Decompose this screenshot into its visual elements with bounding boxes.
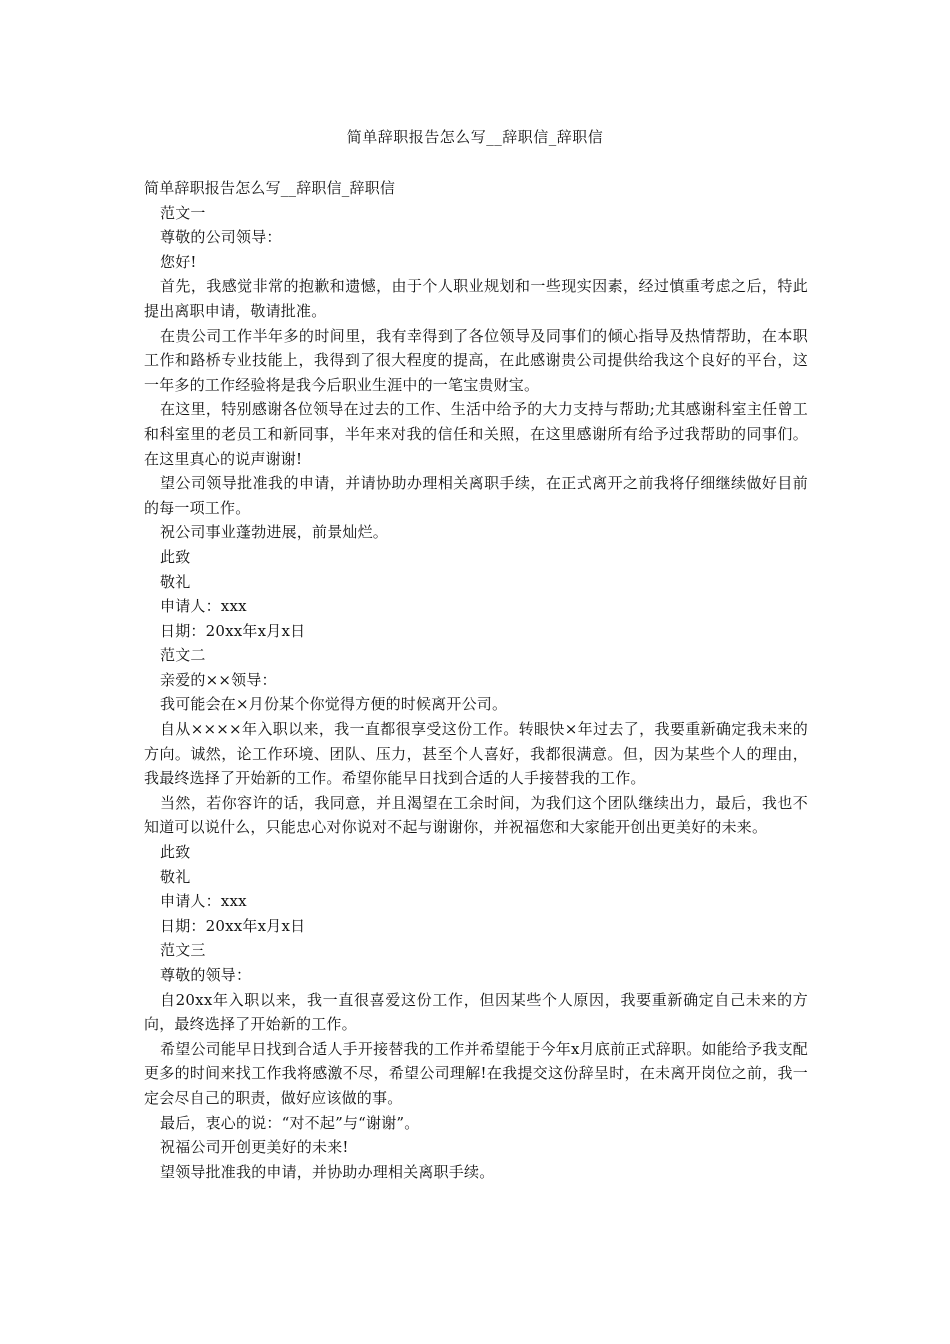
section-heading-1: 范文一 [160, 203, 206, 222]
closing: 敬礼 [160, 572, 191, 591]
paragraph: 在贵公司工作半年多的时间里，我有幸得到了各位领导及同事们的倾心指导及热情帮助，在本职工作和路桥专业技能上，我得到了很大程度的提高，在此感谢贵公司提供给我这个良好的平台，这一年多的工作经验将是我今后职业生涯中的一笔宝贵财宝。 [144, 326, 808, 394]
paragraph: 在这里，特别感谢各位领导在过去的工作、生活中给予的大力支持与帮助;尤其感谢科室主任曾工和科室里的老员工和新同事，半年来对我的信任和关照，在这里感谢所有给予过我帮助的同事们。在这里真心的说声谢谢! [144, 400, 808, 468]
paragraph: 最后，衷心的说：“对不起”与“谢谢”。 [160, 1113, 420, 1132]
greeting: 您好! [160, 252, 197, 271]
paragraph: 祝福公司开创更美好的未来! [160, 1138, 349, 1157]
document-body [144, 176, 808, 1184]
body-heading: 简单辞职报告怎么写__辞职信_辞职信 [144, 179, 396, 197]
closing: 此致 [160, 843, 191, 862]
closing: 敬礼 [160, 867, 191, 886]
section-heading-2: 范文二 [160, 646, 206, 665]
paragraph: 祝公司事业蓬勃进展，前景灿烂。 [160, 523, 389, 542]
closing: 此致 [160, 547, 191, 566]
date-line: 日期：20xx年x月x日 [160, 621, 306, 640]
paragraph: 自从××××年入职以来，我一直都很享受这份工作。转眼快×年过去了，我要重新确定我未来的方向。诚然，论工作环境、团队、压力，甚至个人喜好，我都很满意。但，因为某些个人的理由，我最终选择了开始新的工作。希望你能早日找到合适的人手接替我的工作。 [144, 720, 808, 788]
paragraph: 我可能会在×月份某个你觉得方便的时候离开公司。 [160, 695, 508, 714]
salutation: 尊敬的领导： [160, 966, 252, 984]
paragraph: 望公司领导批准我的申请，并请协助办理相关离职手续，在正式离开之前我将仔细继续做好目前的每一项工作。 [144, 474, 808, 517]
paragraph: 自20xx年入职以来，我一直很喜爱这份工作，但因某些个人原因，我要重新确定自己未来的方向，最终选择了开始新的工作。 [144, 990, 808, 1034]
paragraph: 当然，若你容许的话，我同意，并且渴望在工余时间，为我们这个团队继续出力，最后，我也不知道可以说什么，只能忠心对你说对不起与谢谢你，并祝福您和大家能开创出更美好的未来。 [144, 793, 808, 837]
paragraph: 首先，我感觉非常的抱歉和遗憾，由于个人职业规划和一些现实因素，经过慎重考虑之后，特此提出离职申请，敬请批准。 [144, 277, 808, 320]
applicant-line: 申请人：xxx [160, 597, 247, 616]
paragraph: 希望公司能早日找到合适人手开接替我的工作并希望能于今年x月底前正式辞职。如能给予我支配更多的时间来找工作我将感激不尽，希望公司理解!在我提交这份辞呈时，在未离开岗位之前，我一定会尽自己的职责，做好应该做的事。 [144, 1039, 808, 1107]
paragraph: 望领导批准我的申请，并协助办理相关离职手续。 [160, 1162, 495, 1181]
salutation: 亲爱的××领导： [160, 670, 277, 689]
applicant-line: 申请人：xxx [160, 892, 247, 911]
section-heading-3: 范文三 [160, 941, 206, 960]
date-line: 日期：20xx年x月x日 [160, 916, 306, 935]
salutation: 尊敬的公司领导： [160, 228, 282, 247]
document-title: 简单辞职报告怎么写__辞职信_辞职信 [346, 128, 604, 146]
